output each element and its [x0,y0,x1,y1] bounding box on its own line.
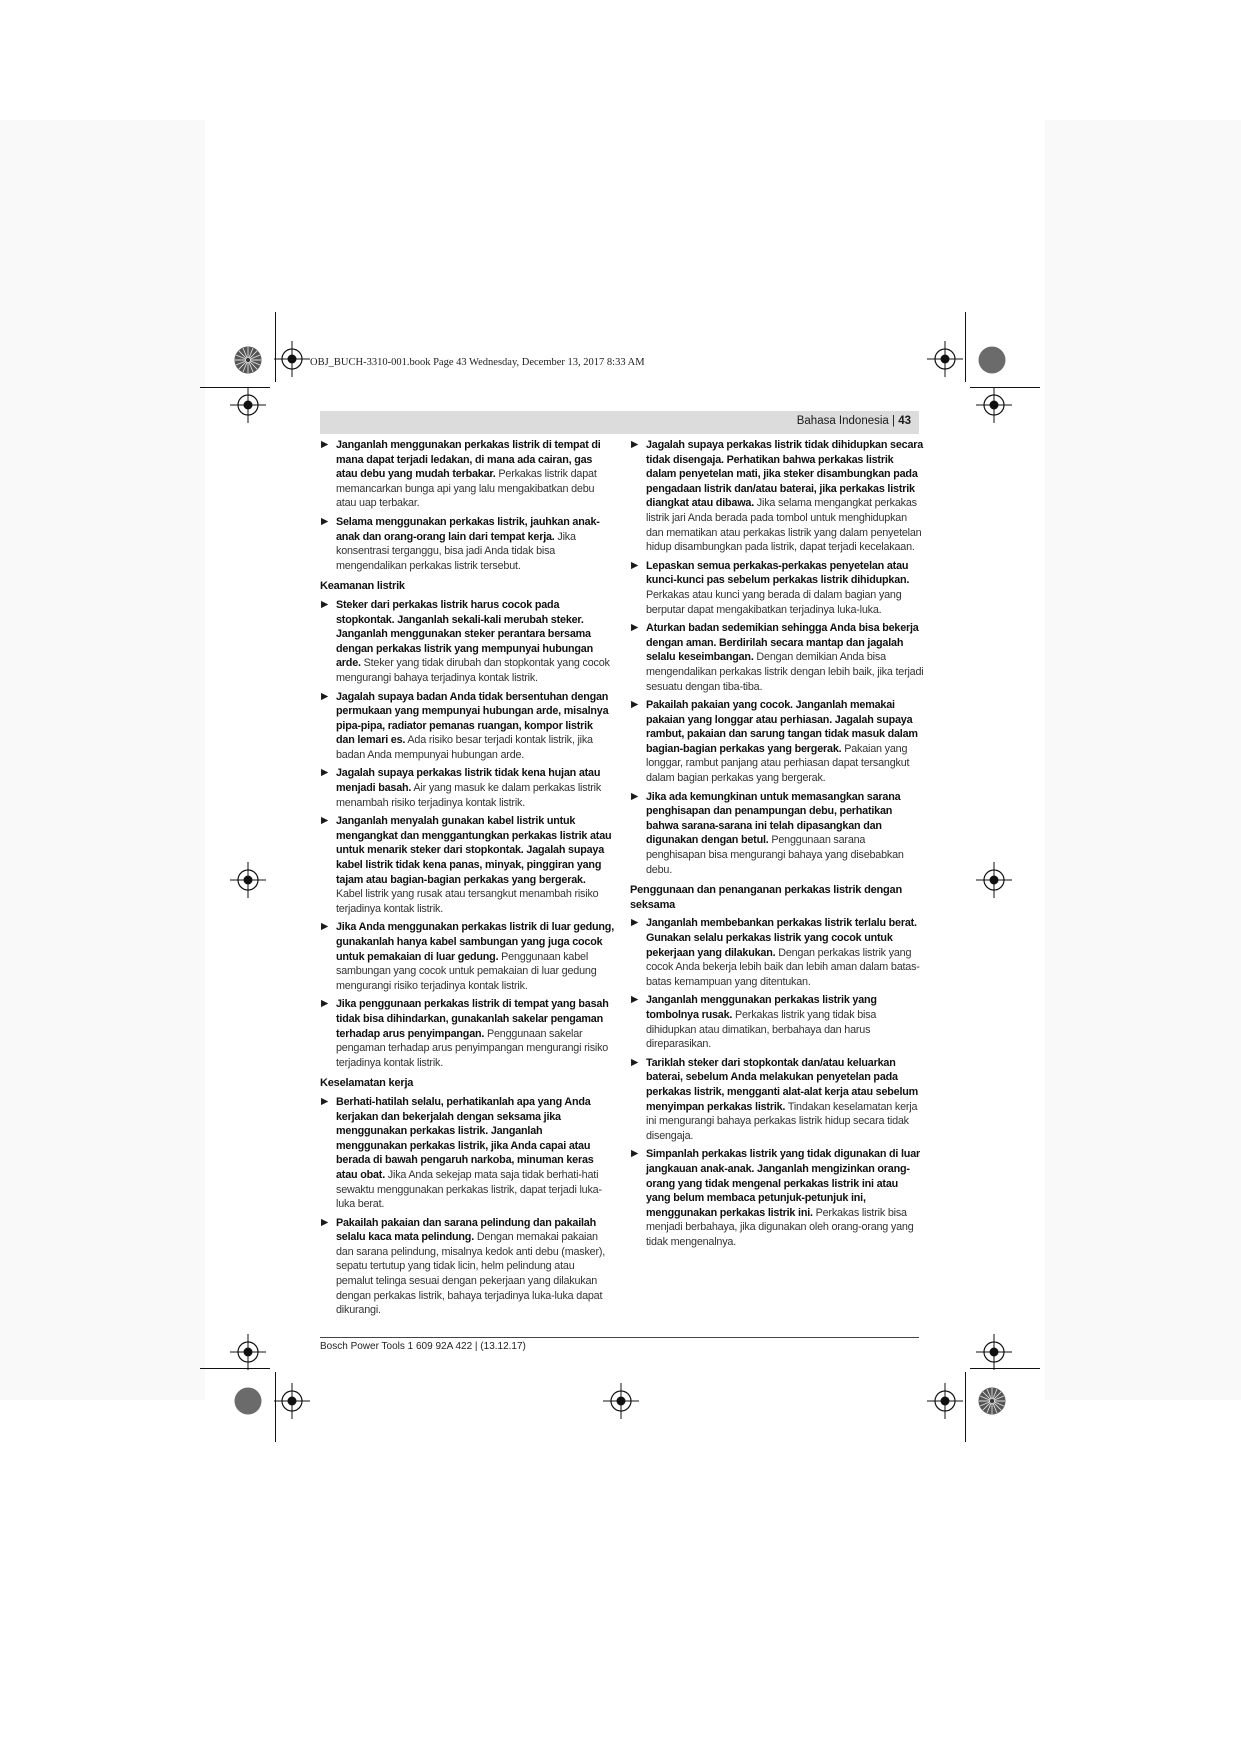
explanation-text: Steker yang tidak dirubah dan stopkontak yang cocok mengurangi bahaya terjadinya kontak listrik. [336,657,610,684]
explanation-text: Perkakas listrik dapat memancarkan bunga api yang lalu mengakibatkan debu atau uap terbakar. [336,468,597,510]
instruction-text: Janganlah menggunakan perkakas listrik di tempat di mana dapat terjadi ledakan, di mana ada cairan, gas atau debu yang mudah terbakar. [336,439,601,481]
explanation-text: Pakaian yang longgar, rambut panjang atau perhiasan dapat tersangkut dalam bagian perkakas yang bergerak. [646,742,910,785]
instruction-text: Steker dari perkakas listrik harus cocok pada stopkontak. Janganlah sekali-kali merubah steker. Janganlah menggunakan steker perantara bersama dengan perkakas listrik yang mempunyai hubungan arde. [336,598,593,670]
explanation-text: Jika konsentrasi terganggu, bisa jadi Anda tidak bisa mengendalikan perkakas listrik tersebut. [336,530,576,572]
instruction-text: Jagalah supaya badan Anda tidak bersentuhan dengan permukaan yang mempunyai hubungan arde, misalnya pipa-pipa, radiator pemanas ruangan, kompor listrik dan lemari es. [336,690,609,747]
registration-mark-icon [976,1334,1012,1370]
safety-item [630,438,924,555]
safety-item [320,515,614,573]
book-info-line: OBJ_BUCH-3310-001.book Page 43 Wednesday, December 13, 2017 8:33 AM [310,357,645,368]
gray-disc-icon [234,1387,262,1415]
registration-mark-icon [927,341,963,377]
safety-item [630,790,924,878]
right-margin-shade [1045,120,1241,1400]
bullet-arrow-icon: ▶ [321,767,329,779]
page-footer: Bosch Power Tools 1 609 92A 422 | (13.12.17) [320,1341,526,1352]
safety-item [320,814,614,916]
bullet-arrow-icon: ▶ [631,1056,639,1068]
instruction-text: Janganlah menyalah gunakan kabel listrik untuk mengangkat dan menggantungkan perkakas listrik atau untuk menarik steker dari stopkontak. Jagalah supaya kabel listrik tidak kena panas, minyak, pinggiran yang tajam atau bagian-bagian perkakas yang bergerak. [336,815,612,886]
instruction-text: Tariklah steker dari stopkontak dan/atau keluarkan baterai, sebelum Anda melakukan penyetelan pada perkakas listrik, mengganti alat-alat kerja atau sebelum menyimpan perkakas listrik. [646,1056,919,1113]
safety-item [320,690,614,763]
safety-item [320,1095,614,1212]
instruction-text: Jagalah supaya perkakas listrik tidak dihidupkan secara tidak disengaja. Perhatikan bahwa perkakas listrik dalam penyetelan mati, jika steker disambungkan pada pengadaan listrik dan/atau baterai, jika perkakas listrik diangkat atau dibawa. [646,439,924,510]
instruction-text: Simpanlah perkakas listrik yang tidak digunakan di luar jangkauan anak-anak. Janganlah mengizinkan orang-orang yang tidak mengenal perkakas listrik ini atau yang belum membaca petunjuk-petunjuk ini, menggunakan perkakas listrik ini. [646,1148,921,1219]
registration-mark-icon [976,387,1012,423]
left-margin-shade [0,120,205,1400]
bullet-arrow-icon: ▶ [321,921,329,933]
page-number: 43 [898,415,911,427]
bullet-arrow-icon: ▶ [631,559,639,571]
instruction-text: Selama menggunakan perkakas listrik, jauhkan anak-anak dan orang-orang lain dari tempat kerja. [336,515,600,543]
header-language: Bahasa Indonesia [796,415,889,427]
safety-item [320,1216,614,1318]
section-heading: Keselamatan kerja [320,1077,414,1090]
bullet-arrow-icon: ▶ [631,1148,639,1160]
explanation-text: Tindakan keselamatan kerja ini mengurangi bahaya perkakas listrik hidup secara tidak disengaja. [646,1100,918,1142]
bullet-arrow-icon: ▶ [631,622,639,634]
trim-line [965,1372,966,1442]
gray-disc-icon [978,346,1006,374]
right-column [630,438,924,1253]
safety-item [320,766,614,810]
footer-divider [320,1337,919,1338]
bullet-arrow-icon: ▶ [631,439,639,450]
page-header-bar [320,411,919,434]
instruction-text: Pakailah pakaian dan sarana pelindung dan pakailah selalu kaca mata pelindung. [336,1216,597,1244]
registration-mark-icon [274,1383,310,1419]
safety-item [320,920,614,993]
section-heading: Penggunaan dan penanganan perkakas listrik dengan seksama [630,884,902,911]
section-heading: Keamanan listrik [320,580,405,593]
explanation-text: Dengan memakai pakaian dan sarana pelindung, misalnya kedok anti debu (masker), sepatu tertutup yang tidak licin, helm pelindung atau pemalut telinga sesuai dengan pekerjaan yang dilakukan dengan perkakas listrik, bahaya terjadinya luka-luka dapat dikurangi. [336,1231,606,1317]
bullet-arrow-icon: ▶ [321,1095,329,1107]
explanation-text: Ada risiko besar terjadi kontak listrik, jika badan Anda mempunyai hubungan arde. [336,734,593,761]
bullet-arrow-icon: ▶ [321,598,329,610]
registration-mark-icon [230,862,266,898]
instruction-text: Jagalah supaya perkakas listrik tidak kena hujan atau menjadi basah. [336,767,601,795]
explanation-text: Jika selama mengangkat perkakas listrik jari Anda berada pada tombol untuk menghidupkan dan mematikan atau perkakas listrik yang dalam penyetelan hidup disambungkan pada listrik, dapat terjadi kecelakaan. [646,497,922,554]
page-header [797,415,911,427]
bullet-arrow-icon: ▶ [321,998,329,1010]
explanation-text: Kabel listrik yang rusak atau tersangkut menambah risiko terjadinya kontak listrik. [336,888,599,915]
bullet-arrow-icon: ▶ [321,439,329,450]
safety-item [320,598,614,686]
safety-item [630,698,924,786]
header-separator: | [888,415,899,427]
safety-item [630,1056,924,1144]
safety-item [320,997,614,1070]
explanation-text: Perkakas listrik bisa menjadi berbahaya, jika digunakan oleh orang-orang yang tidak mengenalnya. [646,1206,914,1248]
safety-item [630,993,924,1051]
explanation-text: Dengan demikian Anda bisa mengendalikan perkakas listrik dengan lebih baik, jika terjadi sesuatu dengan tiba-tiba. [646,651,924,693]
registration-mark-icon [976,862,1012,898]
registration-mark-icon [603,1383,639,1419]
safety-item [630,916,924,989]
instruction-text: Lepaskan semua perkakas-perkakas penyetelan atau kunci-kunci pas sebelum perkakas listrik dihidupkan. [646,559,910,587]
registration-mark-icon [230,387,266,423]
bullet-arrow-icon: ▶ [631,699,639,711]
instruction-text: Berhati-hatilah selalu, perhatikanlah apa yang Anda kerjakan dan bekerjalah dengan seksama jika menggunakan perkakas listrik. Janganlah menggunakan perkakas listrik, jika Anda capai atau berada di bawah pengaruh narkoba, minuman keras atau obat. [336,1095,594,1181]
instruction-text: Janganlah membebankan perkakas listrik terlalu berat. Gunakan selalu perkakas listrik yang cocok untuk pekerjaan yang dilakukan. [646,917,917,959]
safety-item [320,438,614,511]
instruction-text: Jika ada kemungkinan untuk memasangkan sarana penghisapan dan penampungan debu, perhatikan bahwa sarana-sarana ini telah dipasangkan dan digunakan dengan betul. [646,790,901,847]
bullet-arrow-icon: ▶ [631,994,639,1006]
bullet-arrow-icon: ▶ [321,815,329,827]
safety-item [630,559,924,617]
bullet-arrow-icon: ▶ [321,1216,329,1228]
instruction-text: Jika Anda menggunakan perkakas listrik di luar gedung, gunakanlah hanya kabel sambungan yang juga cocok untuk pemakaian di luar gedung. [336,921,615,963]
explanation-text: Penggunaan sarana penghisapan bisa mengurangi bahaya yang disebabkan debu. [646,834,904,876]
explanation-text: Penggunaan kabel sambungan yang cocok untuk pemakaian di luar gedung mengurangi risiko terjadinya kontak listrik. [336,950,597,992]
bullet-arrow-icon: ▶ [631,917,639,929]
instruction-text: Pakailah pakaian yang cocok. Janganlah memakai pakaian yang longgar atau perhiasan. Jagalah supaya rambut, pakaian dan sarung tangan tidak masuk dalam bagian-bagian perkakas yang bergerak. [646,699,918,755]
star-target-icon [978,1387,1006,1415]
explanation-text: Penggunaan sakelar pengaman terhadap arus penyimpangan mengurangi risiko terjadinya kontak listrik. [336,1027,609,1069]
bullet-arrow-icon: ▶ [321,515,329,527]
bullet-arrow-icon: ▶ [631,790,639,802]
left-column [320,438,614,1322]
instruction-text: Aturkan badan sedemikian sehingga Anda bisa bekerja dengan aman. Berdirilah secara mantap dan jagalah selalu keseimbangan. [646,622,919,664]
star-target-icon [234,346,262,374]
instruction-text: Janganlah menggunakan perkakas listrik yang tombolnya rusak. [646,994,877,1021]
registration-mark-icon [927,1383,963,1419]
explanation-text: Perkakas atau kunci yang berada di dalam bagian yang berputar dapat mengakibatkan terjadinya luka-luka. [646,588,902,616]
trim-line [965,312,966,382]
safety-item [630,1147,924,1249]
registration-mark-icon [274,341,310,377]
registration-mark-icon [230,1334,266,1370]
explanation-text: Air yang masuk ke dalam perkakas listrik menambah risiko terjadinya kontak listrik. [336,782,602,809]
explanation-text: Perkakas listrik yang tidak bisa dihidupkan atau dimatikan, berbahaya dan harus direparasikan. [646,1008,877,1051]
safety-item [630,621,924,694]
explanation-text: Jika Anda sekejap mata saja tidak berhati-hati sewaktu menggunakan perkakas listrik, dapat terjadi luka-luka berat. [336,1168,602,1211]
bullet-arrow-icon: ▶ [321,690,329,702]
instruction-text: Jika penggunaan perkakas listrik di tempat yang basah tidak bisa dihindarkan, gunakanlah sakelar pengaman terhadap arus penyimpangan. [336,998,609,1040]
explanation-text: Dengan perkakas listrik yang cocok Anda bekerja lebih baik dan lebih aman dalam batas-batas kemampuan yang ditentukan. [646,946,920,988]
